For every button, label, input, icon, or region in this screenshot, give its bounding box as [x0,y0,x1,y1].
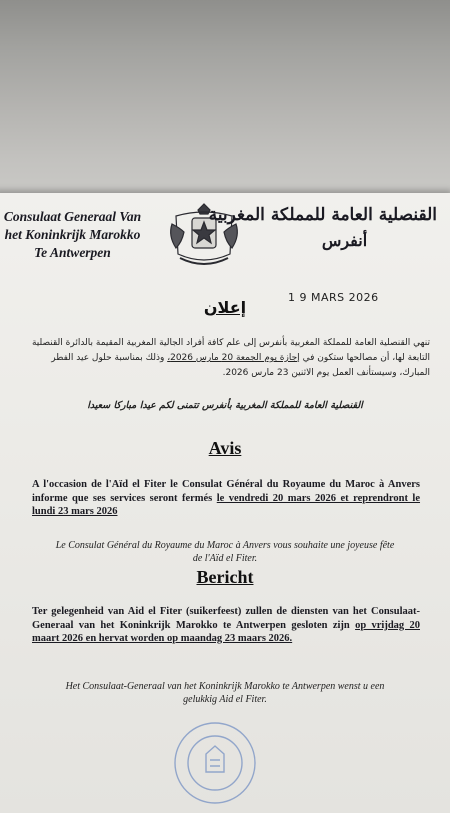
date-stamp: 1 9 MARS 2026 [288,291,379,304]
arabic-wish: القنصلية العامة للمملكة المغربية بأنفرس تتمنى لكم عيدا مباركا سعيدا [87,400,363,411]
dutch-body-text: Ter gelegenheid van Aid el Fiter (suikerfeest) zullen de diensten van het Consulaat-Generaal van het Koninkrijk Marokko te Antwerpen gesloten zijn [32,606,420,631]
arabic-line-2b: إجازة يوم الجمعة 20 مارس 2026، [167,353,300,363]
header-line-3: Te Antwerpen [34,245,111,260]
consulate-name-arabic [208,205,437,250]
french-wish: Le Consulat Général du Royaume du Maroc à Anvers vous souhaite une joyeuse fête de l'Aïd el Fiter. [55,540,395,564]
french-body-dates: le vendredi 20 mars 2026 et reprendront le lundi 23 mars 2026 [32,492,421,517]
french-title: Avis [208,438,242,458]
arabic-line-2c: وذلك بمناسبة حلول عيد الفطر [51,353,165,363]
dutch-body-dates: op vrijdag 20 maart 2026 en hervat worden op maandag 23 maars 2026. [32,619,420,644]
french-body-text: A l'occasion de l'Aïd el Fiter le Consulat Général du Royaume du Maroc à Anvers informe que ses services seront fermés [32,479,420,504]
arabic-line-3: المبارك، وسيستأنف العمل يوم الاثنين 23 مارس 2026. [222,368,430,378]
dutch-wish: Het Consulaat-Generaal van het Koninkrijk Marokko te Antwerpen wenst u een gelukkig Aid el Fiter. [65,681,385,705]
arabic-title: إعلان [203,298,247,317]
header-line-1: Consulaat Generaal Van [3,209,142,224]
french-body [32,478,420,519]
header-line-2: het Koninkrijk Marokko [4,227,141,242]
arabic-line-2a: التابعة لها، أن مصالحها ستكون في [302,353,430,363]
arabic-body [18,336,430,381]
consulate-stamp-icon [170,718,260,808]
header-arabic-line-2: أنفرس [321,231,368,250]
consulate-name-dutch [0,208,145,262]
dutch-body [32,605,420,646]
arabic-line-1: تنهي القنصلية العامة للمملكة المغربية بأنفرس إلى علم كافة أفراد الجالية المغربية المقيمة بالدائرة القنصلية [31,338,430,348]
dutch-title: Bericht [196,567,254,587]
header-arabic-line-1: القنصلية العامة للمملكة المغربية [208,205,437,225]
